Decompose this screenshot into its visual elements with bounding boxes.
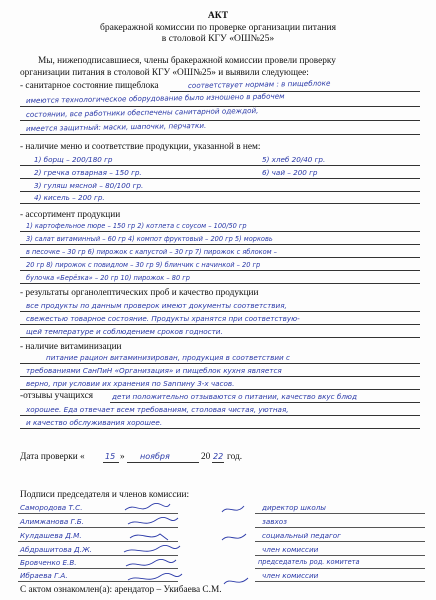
sig-role-line-3 — [255, 541, 425, 542]
sig-role-3: социальный педагог — [262, 531, 341, 540]
sig-name-3: Кулдашева Д.М. — [20, 531, 82, 540]
sanitary-line-4 — [20, 134, 420, 135]
document-subtitle-location: в столовой КГУ «ОШ№25» — [161, 33, 275, 44]
organoleptic-hand-3: щей температуре и соблюдением сроков годности. — [26, 327, 223, 336]
date-month-line — [127, 462, 199, 463]
sig-name-1: Самородова Т.С. — [20, 503, 83, 512]
date-day-line — [103, 462, 119, 463]
assortment-hand-2: 3) салат витаминный – 60 гр 4) компот фруктовый – 200 гр 5) морковь — [26, 235, 273, 243]
sanitary-hand-2: имеются технологическое оборудование было изношено в рабочем — [25, 91, 285, 105]
vitamin-hand-3: верно, при условии их хранения по Sanпину 3-х часов. — [26, 379, 235, 388]
menu-line-4 — [20, 203, 420, 204]
sig-role-6: член комиссии — [262, 571, 319, 580]
assortment-line-4 — [20, 270, 420, 271]
date-year: 22 — [213, 452, 224, 461]
assortment-line-2 — [20, 244, 420, 245]
students-line-1 — [110, 402, 420, 403]
sanitary-label: - санитарное состояние пищеблока — [20, 81, 159, 91]
sig-role-1: директор школы — [262, 503, 326, 512]
vitamin-line-2 — [20, 376, 420, 377]
intro-line-1: Мы, нижеподписавшиеся, члены бракеражной комиссии провели проверку — [38, 56, 336, 66]
students-hand-3: и качество обслуживания хорошее. — [26, 418, 163, 427]
students-line-2 — [20, 415, 420, 416]
sanitary-hand-1: соответствует нормам : в пищеблоке — [187, 78, 331, 90]
signatures-label: Подписи председателя и членов комиссии: — [20, 490, 190, 500]
students-hand-1: дети положительно отзываются о питании, качество вкус блюд — [112, 392, 357, 401]
vitamin-line-1 — [20, 363, 420, 364]
menu-item-1: 1) борщ – 200/180 гр — [34, 155, 113, 164]
menu-item-3: 3) гуляш мясной – 80/100 гр. — [34, 181, 144, 190]
intro-line-2: организации питания в столовой КГУ «ОШ№25» и выявили следующее: — [20, 68, 309, 78]
sig-role-line-5 — [255, 568, 425, 569]
menu-item-4: 4) кисель – 200 гр. — [34, 193, 105, 202]
assortment-label: - ассортимент продукции — [20, 210, 121, 220]
date-sep: » — [120, 452, 125, 462]
document-subtitle-commission: бракеражной комиссии по проверке организации питания — [99, 22, 337, 33]
students-hand-2: хорошее. Еда отвечает всем требованиям, столовая чистая, уютная, — [26, 405, 289, 414]
sanitary-hand-3: состоянии, все работники обеспечены санитарной одеждой, — [25, 105, 259, 119]
date-day: 15 — [105, 452, 116, 461]
organoleptic-line-3 — [20, 337, 420, 338]
assortment-hand-4: 20 гр 8) пирожок с повидлом – 30 гр 9) блинчик с начинкой – 20 гр — [26, 261, 261, 269]
sig-role-2: завхоз — [262, 517, 287, 526]
menu-line-2 — [20, 178, 420, 179]
assortment-line-1 — [20, 231, 420, 232]
sig-role-line-4 — [255, 555, 425, 556]
acknowledgement: С актом ознакомлен(а): арендатор – Укибаева С.М. — [20, 585, 222, 595]
date-year-line — [212, 462, 224, 463]
students-label: -отзывы учащихся — [20, 391, 94, 401]
menu-line-1 — [20, 165, 420, 166]
organoleptic-line-2 — [20, 324, 420, 325]
sig-name-6: Ибраева Г.А. — [20, 571, 68, 580]
organoleptic-hand-1: все продукты по данным проверок имеют документы соответствия, — [26, 301, 287, 310]
sig-role-line-1 — [255, 513, 425, 514]
assortment-hand-5: булочка «Берёзка» – 20 гр 10) пирожок – 80 гр — [26, 274, 190, 282]
date-label: Дата проверки « — [20, 452, 85, 462]
assortment-hand-1: 1) картофельное пюре – 150 гр 2) котлета с соусом – 100/50 гр — [26, 222, 247, 230]
date-month: ноября — [140, 452, 170, 461]
sig-role-line-2 — [255, 527, 425, 528]
date-suffix: год. — [227, 452, 243, 462]
organoleptic-line-1 — [20, 311, 420, 312]
sig-name-4: Абдрашитова Д.Ж. — [20, 545, 92, 554]
vitamin-label: - наличие витаминизации — [20, 342, 122, 352]
assortment-line-5 — [20, 283, 420, 284]
signature-scribbles-right — [218, 500, 258, 590]
menu-label: - наличие меню и соответствие продукции, указанной в нем: — [20, 142, 261, 152]
sig-role-4: член комиссии — [262, 545, 319, 554]
vitamin-line-3 — [20, 389, 420, 390]
menu-line-3 — [20, 191, 420, 192]
sig-role-5: председатель род. комитета — [258, 558, 360, 566]
organoleptic-hand-2: свежестью товарное состояние. Продукты хранятся при соответствую- — [26, 314, 300, 323]
document-title: АКТ — [207, 10, 229, 21]
sig-name-2: Алимжанова Г.Б. — [20, 517, 85, 526]
menu-item-6: 6) чай – 200 гр — [262, 168, 318, 177]
vitamin-hand-2: требованиями СанПиН «Организация» и пищеблок кухня является — [26, 366, 282, 375]
date-year-prefix: 20 — [201, 452, 211, 462]
sig-name-5: Бровченко Е.В. — [20, 558, 77, 567]
vitamin-hand-1: питание рацион витаминизирован, продукция в соответствии с — [46, 353, 290, 362]
sig-role-line-6 — [255, 581, 425, 582]
assortment-line-3 — [20, 257, 420, 258]
assortment-hand-3: в песочке – 30 гр 6) пирожок с капустой – 30 гр 7) пирожок с яблоком – — [26, 248, 277, 256]
menu-item-2: 2) гречка отварная – 150 гр. — [34, 168, 142, 177]
sanitary-hand-4: имеется защитный: маски, шапочки, перчатки. — [25, 120, 207, 133]
sanitary-line-3 — [20, 120, 420, 121]
students-line-3 — [20, 428, 420, 429]
organoleptic-label: - результаты органолептических проб и качество продукции — [20, 288, 259, 298]
menu-item-5: 5) хлеб 20/40 гр. — [262, 155, 326, 164]
